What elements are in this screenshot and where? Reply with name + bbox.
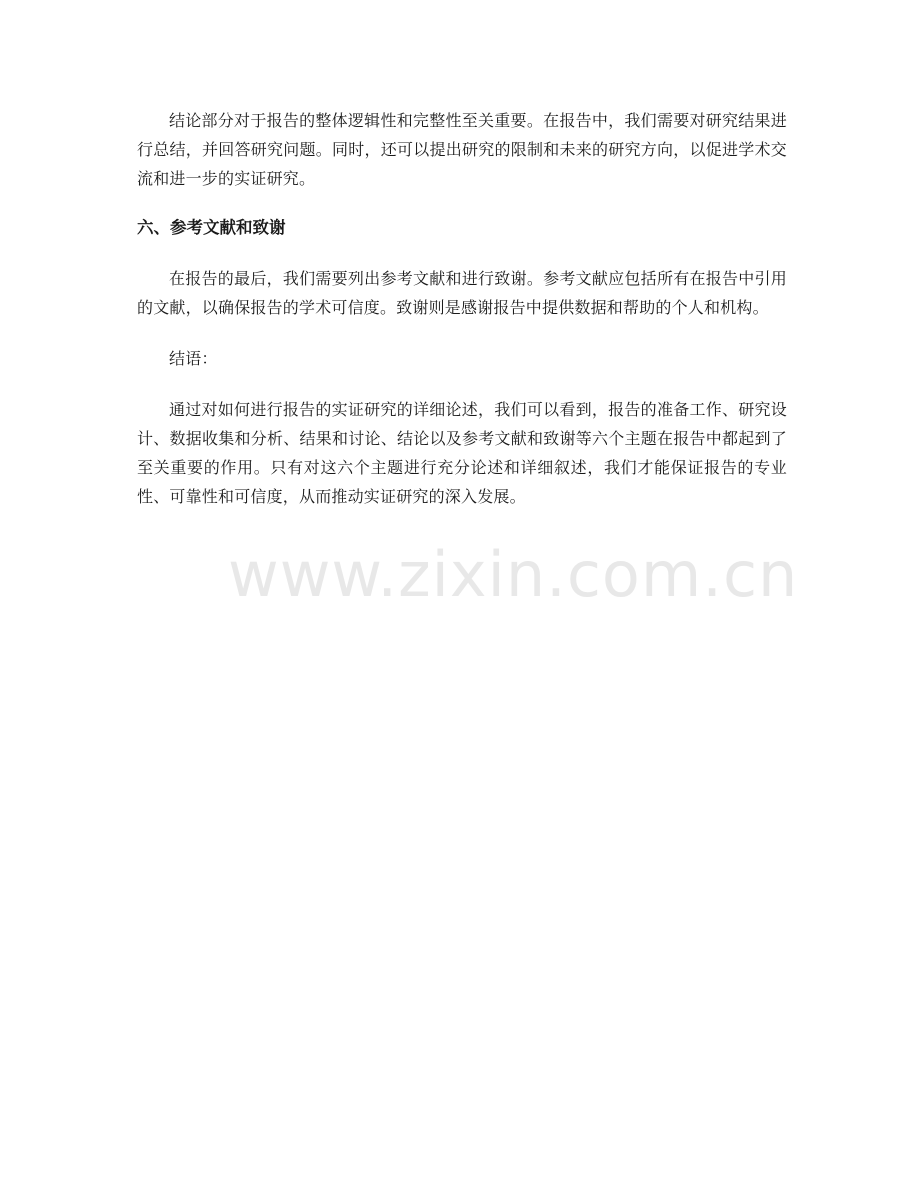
- section-heading-references: 六、参考文献和致谢: [137, 218, 286, 237]
- references-paragraph: 在报告的最后，我们需要列出参考文献和进行致谢。参考文献应包括所有在报告中引用的文献，以确保报告的学术可信度。致谢则是感谢报告中提供数据和帮助的个人和机构。: [137, 269, 787, 317]
- watermark: www.zixin.com.cn: [228, 538, 799, 611]
- closing-label: 结语：: [169, 349, 218, 368]
- conclusion-paragraph: 结论部分对于报告的整体逻辑性和完整性至关重要。在报告中，我们需要对研究结果进行总结，并回答研究问题。同时，还可以提出研究的限制和未来的研究方向，以促进学术交流和进一步的实证研究。: [137, 111, 787, 188]
- document-body: [137, 106, 787, 511]
- closing-paragraph: 通过对如何进行报告的实证研究的详细论述，我们可以看到，报告的准备工作、研究设计、数据收集和分析、结果和讨论、结论以及参考文献和致谢等六个主题在报告中都起到了至关重要的作用。只有对这六个主题进行充分论述和详细叙述，我们才能保证报告的专业性、可靠性和可信度，从而推动实证研究的深入发展。: [137, 400, 787, 506]
